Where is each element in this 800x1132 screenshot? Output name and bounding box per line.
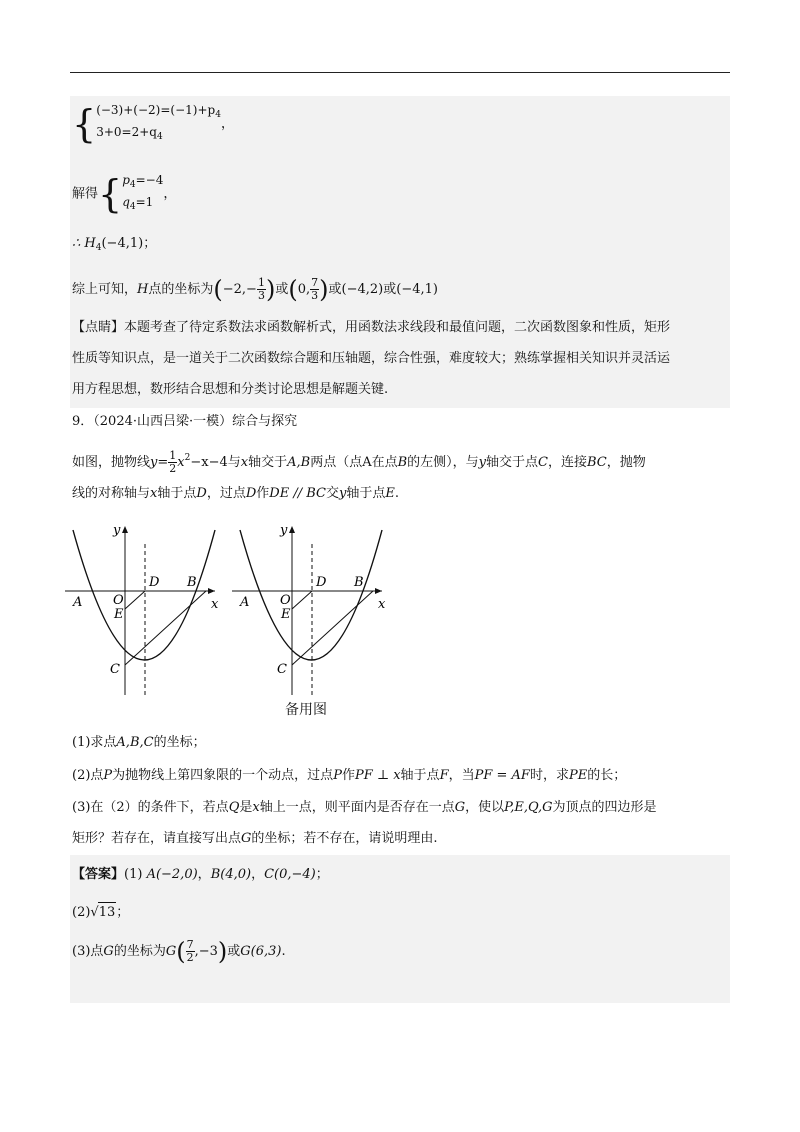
question-text-2: 线的对称轴与x轴于点D，过点D作DE // BC交y轴于点E. [72,486,399,501]
subquestion-3: (3)在（2）的条件下，若点Q是x轴上一点，则平面内是否存在一点G，使以P,E,Q,G为顶点的四边形是 [72,800,657,815]
answer-line-2: (2)√13； [72,902,129,923]
question-text-1: 如图，抛物线y= $\frac{1}{2}$ $x^2-x-4$与x轴交于A,B两点（点A在点B的左侧），与y轴交于点C，连接BC，抛物 [72,449,646,475]
label-x: x [378,597,386,612]
therefore-line: ∴ $H_4(-4,1)$； [72,236,157,253]
label-C: C [110,662,120,677]
subquestion-3-cont: 矩形？若存在，请直接写出点G的坐标；若不存在，请说明理由. [72,831,438,846]
figure-caption: 备用图 [285,702,327,718]
comment-line-1: 【点睛】本题考查了待定系数法求函数解析式，用函数法求线段和最值问题，二次函数图象和性质，矩形 [72,320,671,335]
figure-main [65,520,235,700]
label-D: D [149,575,160,590]
label-O: O [113,593,124,608]
figure-backup [232,520,402,700]
label-x: x [211,597,219,612]
label-E: E [114,607,124,622]
label-y: y [280,523,288,538]
summary-line: 综上可知，H点的坐标为(−2,− $\frac{1}{3}$ )或(0, $\frac{7}{3}$ )或(−4,2)或(−4,1) [72,275,438,304]
subquestion-1: (1)求点A,B,C的坐标； [72,735,206,750]
label-A: A [240,595,250,610]
answer-line-3: (3)点G的坐标为G( $\frac{7}{2}$ ,−3)或G(6,3). [72,937,286,966]
answer-line-1: 【答案】(1) A(−2,0)，B(4,0)，C(0,−4)； [72,867,329,882]
label-y: y [113,523,121,538]
label-C: C [277,662,287,677]
label-D: D [316,575,327,590]
label-A: A [73,595,83,610]
label-B: B [354,575,364,590]
solution-line: 解得{$p_4=-4$ $q_4=1$， [72,172,177,216]
label-O: O [280,593,291,608]
subquestion-2: (2)点P为抛物线上第四象限的一个动点，过点P作PF ⊥ x轴于点F，当PF = AF时，求PE的长； [72,768,627,783]
equation-system-1: {$(-3)+(-2)=(-1)+p_4$ $3+0=2+q_4$， [72,102,234,146]
label-B: B [187,575,197,590]
comment-line-3: 用方程思想，数形结合思想和分类讨论思想是解题关键. [72,382,389,397]
header-rule [70,72,730,73]
comment-line-2: 性质等知识点，是一道关于二次函数综合题和压轴题，综合性强，难度较大；熟练掌握相关知识并灵活运 [72,351,671,366]
question-header: 9．（2024·山西吕梁·一模）综合与探究 [72,414,298,429]
label-E: E [281,607,291,622]
